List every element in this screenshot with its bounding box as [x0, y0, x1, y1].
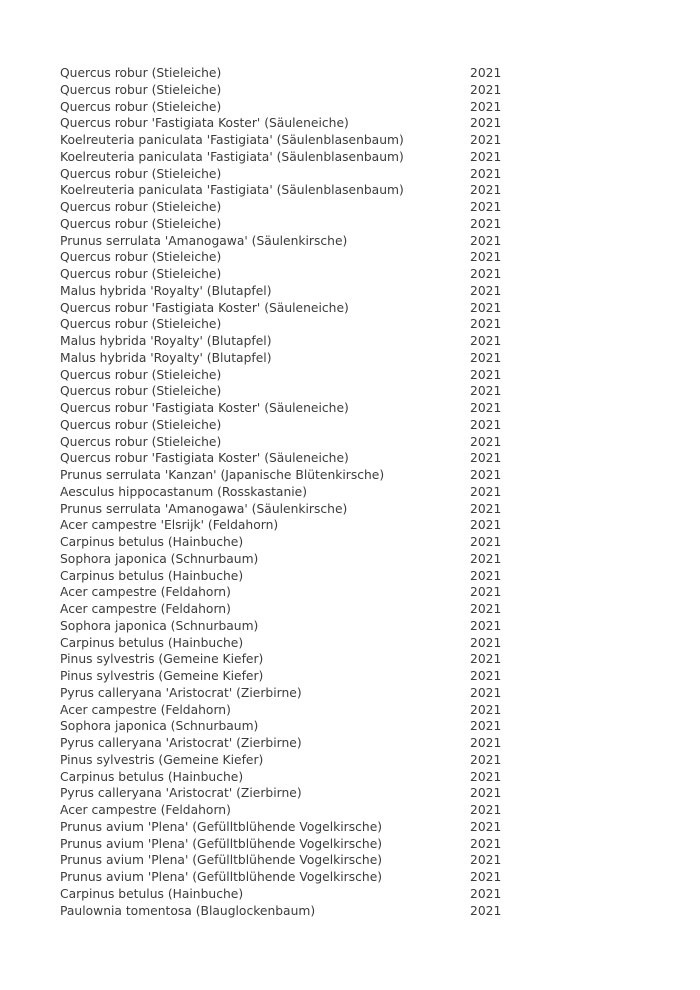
planting-year: 2021	[470, 585, 502, 600]
planting-year: 2021	[470, 752, 502, 767]
table-row	[60, 551, 660, 568]
planting-year: 2021	[470, 350, 502, 365]
planting-year: 2021	[470, 267, 502, 281]
table-row	[60, 601, 660, 618]
planting-year: 2021	[470, 535, 502, 549]
species-name: Prunus serrulata 'Amanogawa' (Säulenkirsche)	[60, 501, 348, 516]
table-row	[60, 836, 660, 853]
species-name: Koelreuteria paniculata 'Fastigiata' (Säulenblasenbaum)	[60, 133, 404, 147]
species-name: Malus hybrida 'Royalty' (Blutapfel)	[60, 334, 272, 348]
planting-year: 2021	[470, 116, 502, 131]
species-name: Quercus robur (Stieleiche)	[60, 367, 222, 382]
species-name: Pyrus calleryana 'Aristocrat' (Zierbirne)	[60, 786, 302, 801]
table-row	[60, 467, 660, 484]
table-row	[60, 333, 660, 350]
species-name: Carpinus betulus (Hainbuche)	[60, 769, 244, 784]
planting-year: 2021	[470, 685, 502, 700]
planting-year: 2021	[470, 803, 502, 817]
table-row	[60, 517, 660, 534]
table-row	[60, 618, 660, 635]
table-row	[60, 417, 660, 434]
table-row	[60, 568, 660, 585]
planting-year: 2021	[470, 769, 502, 784]
species-name: Quercus robur 'Fastigiata Koster' (Säuleneiche)	[60, 451, 349, 466]
table-row	[60, 132, 660, 149]
table-row	[60, 685, 660, 702]
species-name: Quercus robur (Stieleiche)	[60, 66, 222, 80]
species-name: Prunus serrulata 'Kanzan' (Japanische Blütenkirsche)	[60, 468, 385, 482]
table-row	[60, 316, 660, 333]
table-row	[60, 702, 660, 719]
table-row	[60, 383, 660, 400]
table-row	[60, 266, 660, 283]
planting-year: 2021	[470, 250, 502, 265]
species-name: Acer campestre (Feldahorn)	[60, 585, 231, 600]
planting-year: 2021	[470, 401, 502, 415]
planting-year: 2021	[470, 283, 502, 298]
table-row	[60, 651, 660, 668]
planting-year: 2021	[470, 518, 502, 533]
table-row	[60, 283, 660, 300]
species-name: Prunus avium 'Plena' (Gefülltblühende Vogelkirsche)	[60, 853, 383, 868]
species-name: Sophora japonica (Schnurbaum)	[60, 551, 259, 566]
species-name: Quercus robur (Stieleiche)	[60, 250, 222, 265]
planting-year: 2021	[470, 836, 502, 851]
species-name: Quercus robur (Stieleiche)	[60, 267, 222, 281]
planting-year: 2021	[470, 484, 502, 499]
planting-year: 2021	[470, 786, 502, 801]
table-row	[60, 350, 660, 367]
planting-year: 2021	[470, 200, 502, 214]
species-name: Sophora japonica (Schnurbaum)	[60, 719, 259, 734]
planting-year: 2021	[470, 551, 502, 566]
planting-year: 2021	[470, 652, 502, 667]
species-name: Quercus robur 'Fastigiata Koster' (Säuleneiche)	[60, 116, 349, 131]
species-name: Quercus robur 'Fastigiata Koster' (Säuleneiche)	[60, 401, 349, 415]
planting-year: 2021	[470, 417, 502, 432]
species-name: Quercus robur (Stieleiche)	[60, 417, 222, 432]
table-row	[60, 149, 660, 166]
planting-year: 2021	[470, 334, 502, 348]
planting-year: 2021	[470, 903, 502, 918]
table-row	[60, 65, 660, 82]
table-row	[60, 718, 660, 735]
table-row	[60, 584, 660, 601]
species-name: Prunus avium 'Plena' (Gefülltblühende Vogelkirsche)	[60, 836, 383, 851]
planting-year: 2021	[470, 317, 502, 332]
table-row	[60, 785, 660, 802]
table-row	[60, 852, 660, 869]
planting-year: 2021	[470, 66, 502, 80]
planting-year: 2021	[470, 166, 502, 181]
table-row	[60, 484, 660, 501]
planting-year: 2021	[470, 719, 502, 734]
table-row	[60, 300, 660, 317]
planting-year: 2021	[470, 736, 502, 750]
species-name: Quercus robur (Stieleiche)	[60, 99, 222, 114]
species-name: Quercus robur 'Fastigiata Koster' (Säuleneiche)	[60, 300, 349, 315]
table-row	[60, 82, 660, 99]
planting-year: 2021	[470, 133, 502, 147]
planting-year: 2021	[470, 183, 502, 198]
table-row	[60, 534, 660, 551]
species-name: Pyrus calleryana 'Aristocrat' (Zierbirne)	[60, 736, 302, 750]
planting-year: 2021	[470, 886, 502, 901]
planting-year: 2021	[470, 669, 502, 683]
planting-year: 2021	[470, 568, 502, 583]
table-row	[60, 668, 660, 685]
species-name: Carpinus betulus (Hainbuche)	[60, 886, 244, 901]
planting-year: 2021	[470, 216, 502, 231]
table-row	[60, 886, 660, 903]
table-row	[60, 182, 660, 199]
planting-year: 2021	[470, 501, 502, 516]
species-name: Carpinus betulus (Hainbuche)	[60, 635, 244, 650]
species-name: Quercus robur (Stieleiche)	[60, 200, 222, 214]
table-row	[60, 802, 660, 819]
species-name: Prunus avium 'Plena' (Gefülltblühende Vogelkirsche)	[60, 819, 383, 834]
species-name: Pyrus calleryana 'Aristocrat' (Zierbirne)	[60, 685, 302, 700]
table-row	[60, 400, 660, 417]
table-row	[60, 434, 660, 451]
species-name: Acer campestre (Feldahorn)	[60, 803, 231, 817]
species-name: Quercus robur (Stieleiche)	[60, 82, 222, 97]
species-name: Koelreuteria paniculata 'Fastigiata' (Säulenblasenbaum)	[60, 149, 404, 164]
species-name: Prunus serrulata 'Amanogawa' (Säulenkirsche)	[60, 233, 348, 248]
planting-year: 2021	[470, 870, 502, 884]
species-name: Acer campestre 'Elsrijk' (Feldahorn)	[60, 518, 279, 533]
planting-year: 2021	[470, 233, 502, 248]
planting-year: 2021	[470, 618, 502, 633]
table-row	[60, 199, 660, 216]
tree-table	[60, 65, 660, 919]
table-row	[60, 216, 660, 233]
planting-year: 2021	[470, 300, 502, 315]
planting-year: 2021	[470, 468, 502, 482]
planting-year: 2021	[470, 149, 502, 164]
species-name: Aesculus hippocastanum (Rosskastanie)	[60, 484, 308, 499]
table-row	[60, 635, 660, 652]
species-name: Malus hybrida 'Royalty' (Blutapfel)	[60, 283, 272, 298]
planting-year: 2021	[470, 367, 502, 382]
species-name: Pinus sylvestris (Gemeine Kiefer)	[60, 669, 264, 683]
species-name: Quercus robur (Stieleiche)	[60, 317, 222, 332]
species-name: Carpinus betulus (Hainbuche)	[60, 535, 244, 549]
planting-year: 2021	[470, 635, 502, 650]
table-row	[60, 367, 660, 384]
species-name: Quercus robur (Stieleiche)	[60, 384, 222, 399]
species-name: Acer campestre (Feldahorn)	[60, 702, 231, 717]
planting-year: 2021	[470, 602, 502, 616]
planting-year: 2021	[470, 819, 502, 834]
table-row	[60, 115, 660, 132]
table-row	[60, 501, 660, 518]
species-name: Malus hybrida 'Royalty' (Blutapfel)	[60, 350, 272, 365]
table-row	[60, 819, 660, 836]
table-row	[60, 769, 660, 786]
species-name: Quercus robur (Stieleiche)	[60, 434, 222, 449]
species-name: Carpinus betulus (Hainbuche)	[60, 568, 244, 583]
species-name: Quercus robur (Stieleiche)	[60, 166, 222, 181]
species-name: Paulownia tomentosa (Blauglockenbaum)	[60, 903, 316, 918]
planting-year: 2021	[470, 99, 502, 114]
planting-year: 2021	[470, 451, 502, 466]
species-name: Sophora japonica (Schnurbaum)	[60, 618, 259, 633]
table-row	[60, 903, 660, 920]
table-row	[60, 450, 660, 467]
planting-year: 2021	[470, 853, 502, 868]
planting-year: 2021	[470, 384, 502, 399]
table-row	[60, 735, 660, 752]
planting-year: 2021	[470, 702, 502, 717]
species-name: Acer campestre (Feldahorn)	[60, 602, 231, 616]
table-row	[60, 99, 660, 116]
table-row	[60, 249, 660, 266]
table-row	[60, 752, 660, 769]
table-row	[60, 233, 660, 250]
species-name: Pinus sylvestris (Gemeine Kiefer)	[60, 652, 264, 667]
species-name: Prunus avium 'Plena' (Gefülltblühende Vogelkirsche)	[60, 870, 383, 884]
planting-year: 2021	[470, 82, 502, 97]
species-name: Quercus robur (Stieleiche)	[60, 216, 222, 231]
species-name: Koelreuteria paniculata 'Fastigiata' (Säulenblasenbaum)	[60, 183, 404, 198]
species-name: Pinus sylvestris (Gemeine Kiefer)	[60, 752, 264, 767]
table-row	[60, 869, 660, 886]
table-row	[60, 166, 660, 183]
planting-year: 2021	[470, 434, 502, 449]
